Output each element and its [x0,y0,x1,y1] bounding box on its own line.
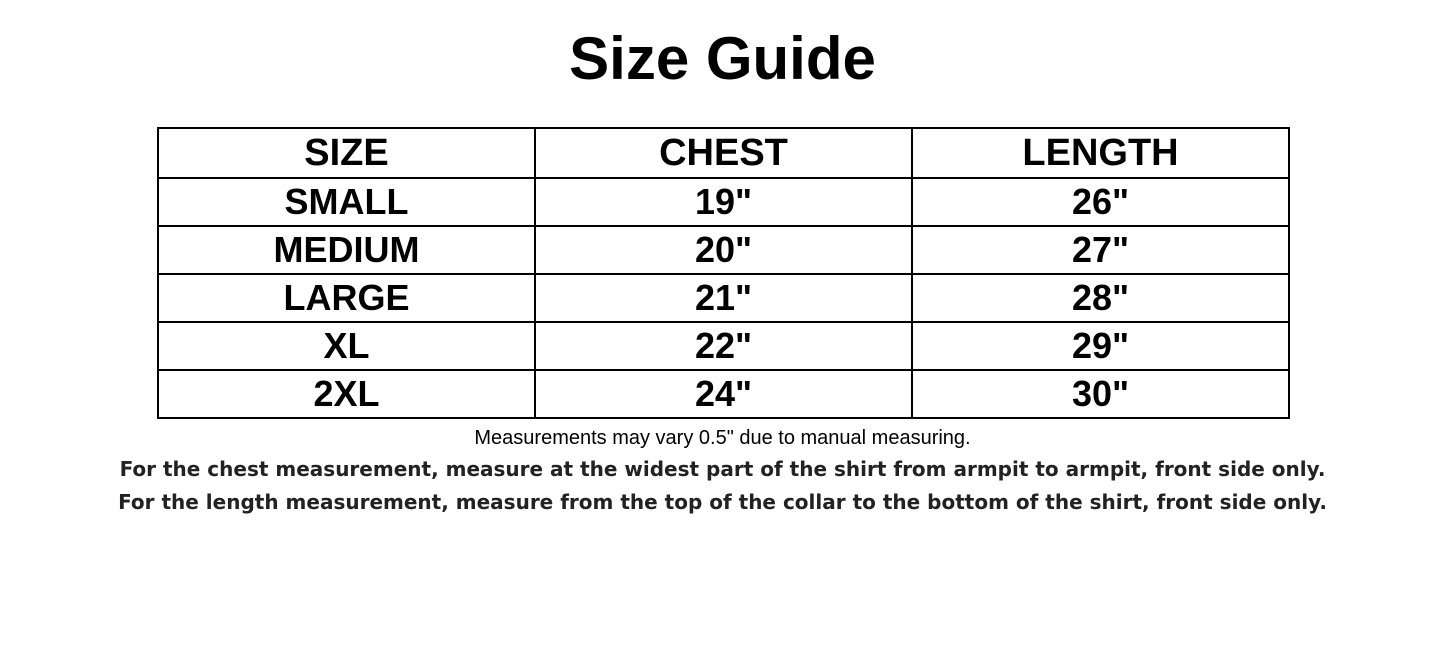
size-table [157,127,1290,419]
size-cell: SMALL [158,178,535,226]
chest-cell: 19" [535,178,912,226]
size-cell: LARGE [158,274,535,322]
size-cell: XL [158,322,535,370]
length-cell: 26" [912,178,1289,226]
chest-cell: 24" [535,370,912,418]
length-cell: 30" [912,370,1289,418]
length-cell: 29" [912,322,1289,370]
length-cell: 27" [912,226,1289,274]
table-row [158,370,1289,418]
size-cell: MEDIUM [158,226,535,274]
table-header-row [158,128,1289,178]
column-header-length: LENGTH [912,128,1289,178]
chest-measurement-note: For the chest measurement, measure at the widest part of the shirt from armpit to armpit, front side only. [119,457,1326,481]
page-title: Size Guide [569,25,876,92]
measurement-variance-note: Measurements may vary 0.5" due to manual measuring. [474,427,971,449]
chest-cell: 22" [535,322,912,370]
column-header-size: SIZE [158,128,535,178]
chest-cell: 20" [535,226,912,274]
table-row [158,178,1289,226]
size-cell: 2XL [158,370,535,418]
chest-cell: 21" [535,274,912,322]
table-row [158,226,1289,274]
length-cell: 28" [912,274,1289,322]
column-header-chest: CHEST [535,128,912,178]
length-measurement-note: For the length measurement, measure from the top of the collar to the bottom of the shirt, front side only. [118,490,1327,514]
table-row [158,274,1289,322]
table-row [158,322,1289,370]
